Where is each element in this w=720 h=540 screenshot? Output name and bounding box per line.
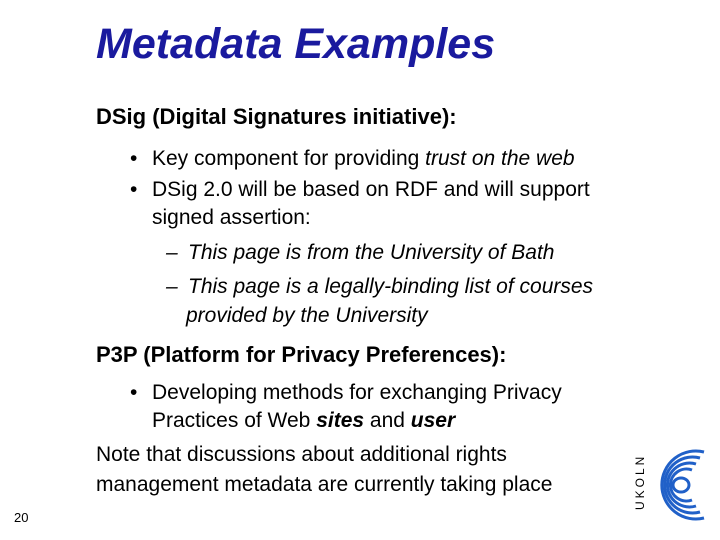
bullet-icon: •: [130, 178, 138, 201]
page-number: 20: [14, 510, 29, 525]
dash-icon: –: [166, 241, 178, 264]
sub-bullet-dsig-2-cont: provided by the University: [186, 304, 428, 327]
bullet-text: Developing methods for exchanging Privacy: [152, 381, 562, 404]
bullet-text: DSig 2.0 will be based on RDF and will support: [152, 178, 590, 201]
bullet-icon: •: [130, 381, 138, 404]
sub-bullet-text: This page is from the University of Bath: [188, 241, 555, 264]
ukoln-swirl-logo-icon: [634, 442, 720, 528]
bullet-dsig-2: [130, 177, 590, 203]
slide-title: Metadata Examples: [96, 20, 496, 68]
bullet-icon: •: [130, 147, 138, 170]
bullet-text: Key component for providing: [152, 147, 426, 170]
sub-bullet-dsig-2: [166, 274, 593, 300]
ukoln-logo-text: UKOLN: [633, 453, 647, 511]
sub-bullet-dsig-1: [166, 240, 555, 266]
note-line-2: management metadata are currently taking place: [96, 473, 553, 496]
bullet-emphasis-user: user: [410, 409, 456, 432]
bullet-text: Practices of Web: [152, 409, 317, 432]
sub-bullet-text: This page is a legally-binding list of courses: [188, 275, 594, 298]
bullet-dsig-2-cont: signed assertion:: [152, 206, 311, 229]
bullet-text: and: [364, 409, 411, 432]
section-heading-dsig: DSig (Digital Signatures initiative):: [96, 104, 457, 129]
bullet-emphasis-sites: sites: [316, 409, 365, 432]
bullet-p3p-1: [130, 380, 562, 406]
bullet-dsig-1: [130, 146, 575, 172]
dash-icon: –: [166, 275, 178, 298]
bullet-emphasis: trust on the web: [425, 147, 575, 170]
section-heading-p3p: P3P (Platform for Privacy Preferences):: [96, 342, 507, 367]
note-line-1: Note that discussions about additional rights: [96, 443, 507, 466]
bullet-p3p-1-cont: [152, 408, 455, 434]
